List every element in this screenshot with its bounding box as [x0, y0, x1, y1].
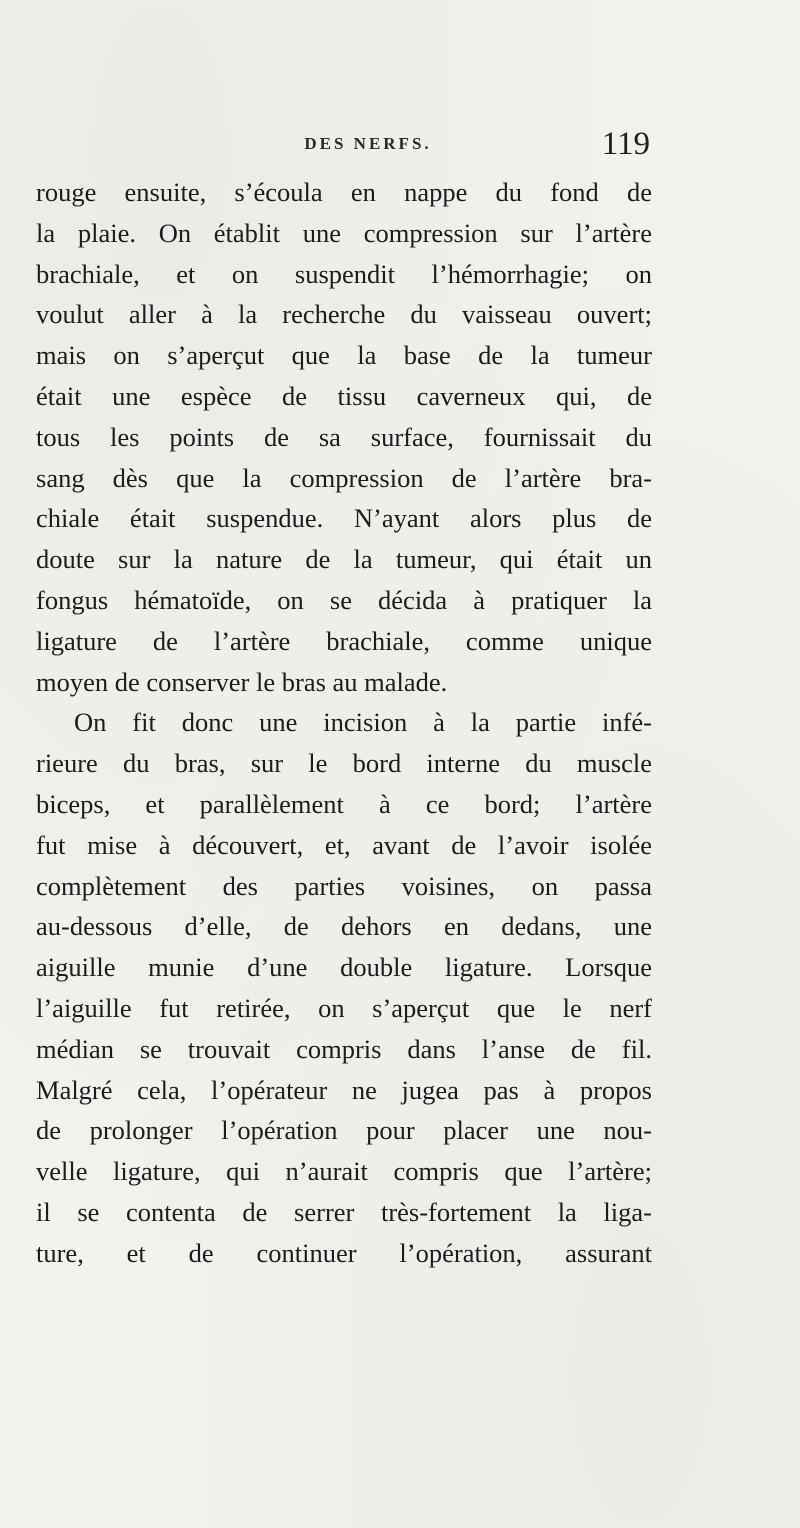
text-line: complètement des parties voisines, on passa: [36, 870, 652, 901]
text-line: fut mise à découvert, et, avant de l’avoir isolée: [36, 829, 652, 860]
text-line: de prolonger l’opération pour placer une nou-: [36, 1115, 652, 1146]
text-line: On fit donc une incision à la partie infé-: [74, 707, 652, 738]
text-line: l’aiguille fut retirée, on s’aperçut que le nerf: [36, 992, 652, 1023]
text-line: biceps, et parallèlement à ce bord; l’artère: [36, 788, 652, 819]
body-text: [36, 172, 652, 1274]
text-line: voulut aller à la recherche du vaisseau ouvert;: [36, 299, 652, 330]
running-head: DES NERFS.: [304, 134, 432, 153]
text-line: doute sur la nature de la tumeur, qui était un: [36, 544, 652, 575]
text-line: mais on s’aperçut que la base de la tumeur: [36, 340, 652, 371]
text-line: ligature de l’artère brachiale, comme unique: [36, 625, 652, 656]
text-line: Malgré cela, l’opérateur ne jugea pas à propos: [36, 1074, 652, 1105]
text-line: rouge ensuite, s’écoula en nappe du fond de: [36, 177, 652, 207]
text-line: la plaie. On établit une compression sur l’artère: [36, 217, 652, 248]
page-header: [40, 126, 760, 166]
text-line: brachiale, et on suspendit l’hémorrhagie; on: [36, 258, 652, 289]
text-line: rieure du bras, sur le bord interne du muscle: [36, 748, 652, 779]
text-line: au-dessous d’elle, de dehors en dedans, une: [36, 911, 652, 942]
text-line: fongus hématoïde, on se décida à pratiquer la: [36, 584, 652, 615]
page-number: 119: [601, 126, 650, 162]
text-line: était une espèce de tissu caverneux qui, de: [36, 380, 652, 411]
text-line: il se contenta de serrer très-fortement la liga-: [36, 1196, 652, 1227]
text-line: sang dès que la compression de l’artère bra-: [36, 462, 652, 493]
text-line: médian se trouvait compris dans l’anse de fil.: [36, 1033, 652, 1064]
text-line: aiguille munie d’une double ligature. Lorsque: [36, 952, 652, 983]
text-line: chiale était suspendue. N’ayant alors plus de: [36, 503, 652, 534]
text-line: ture, et de continuer l’opération, assurant: [36, 1237, 652, 1268]
text-line: moyen de conserver le bras au malade.: [36, 666, 448, 697]
text-line: velle ligature, qui n’aurait compris que l’artère;: [36, 1156, 652, 1187]
text-line: tous les points de sa surface, fournissait du: [36, 421, 652, 452]
